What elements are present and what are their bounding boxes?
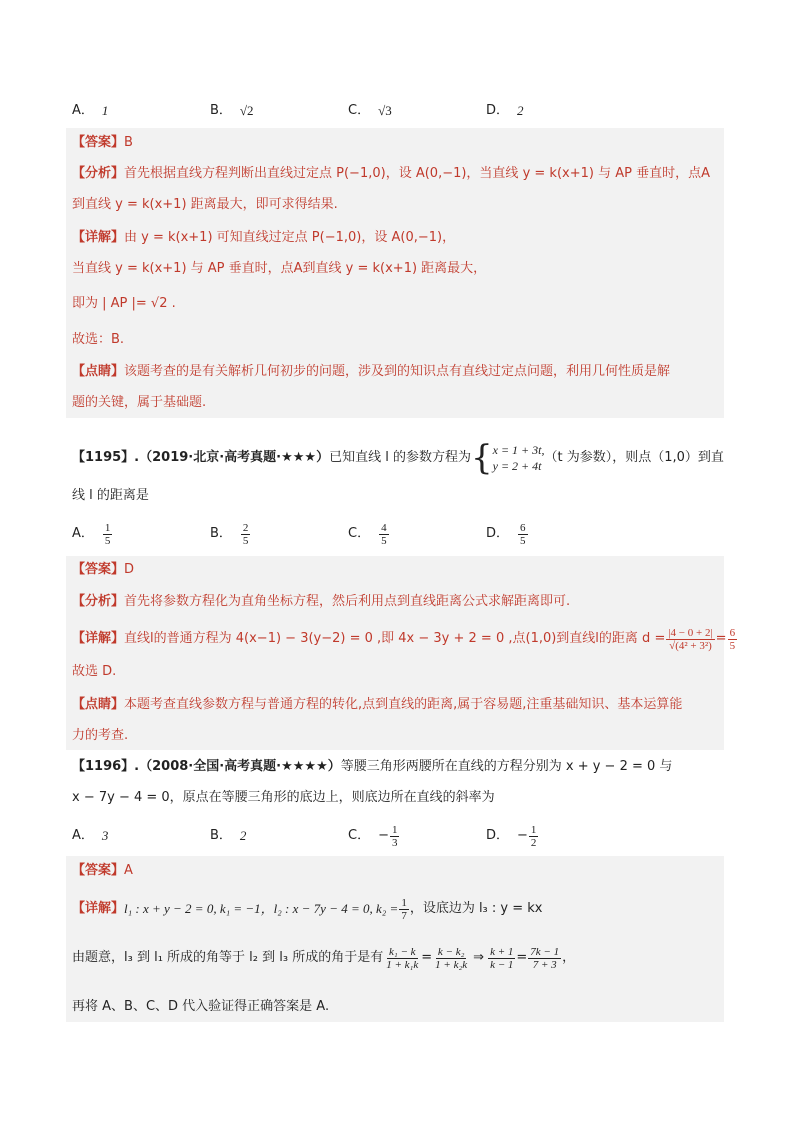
- q1195-analysis: 【分析】首先将参数方程化为直角坐标方程，然后利用点到直线距离公式求解距离即可.: [72, 594, 571, 609]
- q1196-stem-line1: 【1196】.（2008·全国·高考真题·★★★★）等腰三角形两腰所在直线的方程分别为 x + y − 2 = 0 与: [72, 759, 673, 774]
- q1196-detail-line2: 由题意，l₃ 到 l₁ 所成的角等于 l₂ 到 l₃ 所成的角于是有 $\frac{\text{k₁ − k}}{\text{1 + k₁k}}$ = $\frac{\text{k − k₂}}{\text{1 + k₂k}}$ ⇒ $\frac{k + 1}{k - 1}$ = $\frac{7k - 1}{7 + 3}$ ，: [72, 945, 576, 971]
- q1196-options: [72, 818, 722, 854]
- implies-icon: ⇒: [473, 950, 485, 965]
- q1195-options: [72, 516, 722, 552]
- option-c: C． $\frac{4}{5}$: [348, 521, 387, 547]
- q1194-detail-line1: 【详解】由 y = k(x+1) 可知直线过定点 P(−1,0)，设 A(0,−1)，: [72, 230, 456, 245]
- q1195-detail: 【详解】 直线l的普通方程为 4(x−1) − 3(y−2) = 0 ,即 4x − 3y + 2 = 0 ,点(1,0)到直线l的距离 d = $\frac{|4 - 0 + 2|}{\text{√(4² + 3²)}}$ = $\frac{6}{5}$: [72, 626, 736, 652]
- q1194-answer: 【答案】B: [72, 135, 133, 150]
- q1195-stem-line2: 线 l 的距离是: [72, 488, 149, 503]
- option-d: D． $\frac{6}{5}$: [486, 521, 526, 547]
- q1195-comment-line1: 【点睛】本题考查直线参数方程与普通方程的转化,点到直线的距离,属于容易题,注重基础知识、基本运算能: [72, 697, 683, 712]
- option-d: D． − $\frac{1}{2}$: [486, 823, 537, 849]
- option-a: A． 3: [72, 828, 109, 843]
- q1194-analysis-line1: 【分析】首先根据直线方程判断出直线过定点 P(−1,0)，设 A(0,−1)，当直线 y = k(x+1) 与 AP 垂直时，点A: [72, 166, 710, 181]
- q1194-detail-line3: 即为 | AP |= √2 .: [72, 296, 176, 311]
- q1196-final: 再将 A、B、C、D 代入验证得正确答案是 A.: [72, 999, 330, 1014]
- distance-result: $\frac{6}{5}$: [729, 626, 736, 652]
- option-d: D． 2: [486, 103, 524, 118]
- option-b: B． √2: [210, 103, 254, 118]
- option-a: A． 1: [72, 103, 109, 118]
- q1194-detail-line2: 当直线 y = k(x+1) 与 AP 垂直时，点A到直线 y = k(x+1) 距离最大，: [72, 261, 487, 276]
- q1196-stem-line2: x − 7y − 4 = 0，原点在等腰三角形的底边上，则底边所在直线的斜率为: [72, 790, 495, 805]
- q1195-stem-line1: 【1195】.（2019·北京·高考真题·★★★） 已知直线 l 的参数方程为 { x = 1 + 3t, y = 2 + 4t （t 为参数），则点（1,0）到直: [72, 438, 724, 478]
- q1195-choose: 故选 D.: [72, 664, 117, 679]
- distance-fraction: $\frac{|4 - 0 + 2|}{\text{√(4² + 3²)}}$: [668, 626, 713, 652]
- q1195-answer: 【答案】D: [72, 562, 135, 577]
- q1194-comment-line2: 题的关键，属于基础题.: [72, 395, 207, 410]
- q1196-answer: 【答案】A: [72, 863, 133, 878]
- q1194-choose: 故选：B.: [72, 332, 125, 347]
- q1195-comment-line2: 力的考查.: [72, 728, 129, 743]
- q1196-detail-line1: 【详解】 l₁ : x + y − 2 = 0, k₁ = −1，l₂ : x − 7y − 4 = 0, k₂ = $\frac{1}{7}$ ，设底边为 l₃ : y = kx: [72, 896, 543, 922]
- option-a: A． $\frac{1}{5}$: [72, 521, 111, 547]
- option-b: B． $\frac{2}{5}$: [210, 521, 249, 547]
- q1194-options: [72, 101, 722, 121]
- q1194-analysis-line2: 到直线 y = k(x+1) 距离最大，即可求得结果.: [72, 197, 338, 212]
- parametric-system: { x = 1 + 3t, y = 2 + 4t: [470, 438, 545, 478]
- brace-icon: {: [470, 438, 493, 478]
- q1194-comment-line1: 【点睛】该题考查的是有关解析几何初步的问题，涉及到的知识点有直线过定点问题，利用几何性质是解: [72, 364, 671, 379]
- option-b: B． 2: [210, 828, 247, 843]
- option-c: C． − $\frac{1}{3}$: [348, 823, 398, 849]
- option-c: C． √3: [348, 103, 392, 118]
